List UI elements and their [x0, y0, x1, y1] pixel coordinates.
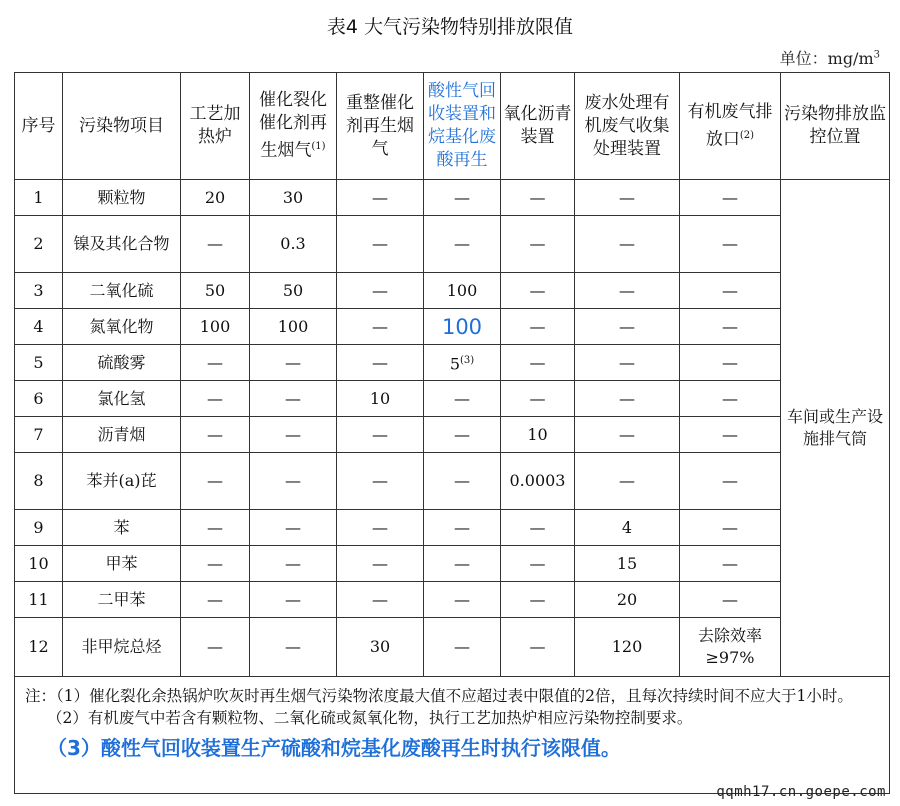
- cell-value: —: [181, 582, 250, 618]
- notes-row: [15, 677, 890, 794]
- cell-value: —: [337, 546, 424, 582]
- cell-value: —: [680, 216, 781, 273]
- cell-value: —: [424, 618, 501, 677]
- cell-value: —: [680, 345, 781, 381]
- cell-value: —: [501, 180, 575, 216]
- cell-name: 颗粒物: [63, 180, 181, 216]
- footnote-ref-3: (3): [460, 354, 475, 366]
- cell-value: —: [501, 273, 575, 309]
- cell-value: —: [680, 510, 781, 546]
- cell-no: 1: [15, 180, 63, 216]
- cell-value: —: [680, 309, 781, 345]
- cell-value: —: [501, 309, 575, 345]
- header-monitor-location: 污染物排放监控位置: [781, 73, 890, 180]
- cell-value: —: [337, 309, 424, 345]
- cell-value: —: [575, 345, 680, 381]
- cell-value: —: [575, 453, 680, 510]
- cell-value: 100: [250, 309, 337, 345]
- table-row: [15, 345, 890, 381]
- cell-value: 10: [337, 381, 424, 417]
- cell-value: —: [250, 582, 337, 618]
- cell-value: 30: [250, 180, 337, 216]
- table-row: [15, 309, 890, 345]
- cell-value: —: [424, 510, 501, 546]
- cell-value: —: [575, 216, 680, 273]
- table-row: [15, 453, 890, 510]
- cell-value: 50: [250, 273, 337, 309]
- cell-value: —: [181, 417, 250, 453]
- cell-no: 2: [15, 216, 63, 273]
- cell-value: 4: [575, 510, 680, 546]
- cell-no: 12: [15, 618, 63, 677]
- cell-value: [424, 345, 501, 381]
- table-row: [15, 510, 890, 546]
- header-row: [15, 73, 890, 180]
- cell-value: —: [424, 216, 501, 273]
- emission-limits-table: [14, 72, 890, 794]
- header-organic-exhaust-text: 有机废气排放口: [687, 101, 773, 150]
- table-row: [15, 618, 890, 677]
- cell-value: —: [181, 216, 250, 273]
- cell-value: —: [424, 453, 501, 510]
- cell-value: 0.0003: [501, 453, 575, 510]
- cell-no: 10: [15, 546, 63, 582]
- cell-value: —: [337, 216, 424, 273]
- cell-value: —: [337, 180, 424, 216]
- cell-value: —: [501, 345, 575, 381]
- cell-value: —: [501, 381, 575, 417]
- header-organic-exhaust: [680, 73, 781, 180]
- cell-value: —: [250, 417, 337, 453]
- cell-value: —: [575, 309, 680, 345]
- cell-value: 15: [575, 546, 680, 582]
- cell-no: 8: [15, 453, 63, 510]
- cell-value: —: [680, 582, 781, 618]
- cell-value: —: [424, 582, 501, 618]
- notes-cell: [15, 677, 890, 794]
- header-no: 序号: [15, 73, 63, 180]
- cell-name: 甲苯: [63, 546, 181, 582]
- cell-value: 100: [424, 273, 501, 309]
- header-pollutant: 污染物项目: [63, 73, 181, 180]
- cell-value: —: [575, 273, 680, 309]
- cell-value: 100: [181, 309, 250, 345]
- cell-value: 20: [575, 582, 680, 618]
- cell-name: 氯化氢: [63, 381, 181, 417]
- cell-name: 苯: [63, 510, 181, 546]
- cell-name: 镍及其化合物: [63, 216, 181, 273]
- table-row: [15, 180, 890, 216]
- note-3: （3）酸性气回收装置生产硫酸和烷基化废酸再生时执行该限值。: [47, 736, 621, 760]
- cell-value: 120: [575, 618, 680, 677]
- cell-value: —: [250, 381, 337, 417]
- cell-value: —: [501, 618, 575, 677]
- unit-text: 单位：mg/m: [779, 49, 874, 68]
- cell-value: —: [337, 510, 424, 546]
- cell-value: —: [250, 510, 337, 546]
- header-catalytic-cracking: [250, 73, 337, 180]
- cell-value: —: [250, 453, 337, 510]
- cell-value-text: 5: [449, 354, 460, 374]
- watermark: qqmh17.cn.goepe.com: [716, 784, 886, 800]
- cell-name: 苯并(a)芘: [63, 453, 181, 510]
- cell-value: —: [575, 417, 680, 453]
- cell-value: —: [680, 381, 781, 417]
- cell-value: —: [250, 546, 337, 582]
- table-row: [15, 381, 890, 417]
- footnote-ref-1: (1): [311, 141, 326, 153]
- cell-value: —: [181, 510, 250, 546]
- cell-value: —: [337, 582, 424, 618]
- cell-value: 10: [501, 417, 575, 453]
- cell-value: —: [680, 180, 781, 216]
- table-row: [15, 417, 890, 453]
- cell-value: —: [181, 453, 250, 510]
- cell-value: —: [337, 417, 424, 453]
- cell-value: —: [181, 345, 250, 381]
- cell-value: —: [680, 417, 781, 453]
- cell-value: —: [424, 417, 501, 453]
- cell-no: 6: [15, 381, 63, 417]
- cell-value: —: [337, 453, 424, 510]
- table-row: [15, 216, 890, 273]
- cell-value: 去除效率≥97%: [680, 618, 781, 677]
- cell-value: —: [250, 345, 337, 381]
- table-title: 表4 大气污染物特别排放限值: [326, 16, 574, 38]
- unit-superscript: 3: [873, 49, 880, 61]
- table-row: [15, 546, 890, 582]
- cell-value: 20: [181, 180, 250, 216]
- header-acid-gas-recovery: 酸性气回收装置和烷基化废酸再生: [424, 73, 501, 180]
- cell-value: —: [337, 345, 424, 381]
- cell-value: —: [424, 180, 501, 216]
- cell-value: —: [501, 510, 575, 546]
- cell-value-highlight: 100: [424, 309, 501, 345]
- cell-value: —: [501, 216, 575, 273]
- header-oxidized-asphalt: 氧化沥青装置: [501, 73, 575, 180]
- cell-no: 4: [15, 309, 63, 345]
- cell-value: 0.3: [250, 216, 337, 273]
- cell-value: —: [680, 453, 781, 510]
- note-2: （2）有机废气中若含有颗粒物、二氧化硫或氮氧化物，执行工艺加热炉相应污染物控制要求。: [47, 709, 693, 727]
- cell-value: —: [181, 381, 250, 417]
- cell-no: 3: [15, 273, 63, 309]
- footnote-ref-2: (2): [739, 129, 755, 141]
- cell-no: 9: [15, 510, 63, 546]
- cell-name: 非甲烷总烃: [63, 618, 181, 677]
- cell-value: —: [575, 381, 680, 417]
- cell-name: 沥青烟: [63, 417, 181, 453]
- table-row: [15, 582, 890, 618]
- cell-value: —: [181, 546, 250, 582]
- cell-value: —: [424, 546, 501, 582]
- cell-name: 氮氧化物: [63, 309, 181, 345]
- note-1: 注：（1）催化裂化余热锅炉吹灰时再生烟气污染物浓度最大值不应超过表中限值的2倍，且每次持续时间不应大于1小时。: [25, 687, 853, 705]
- cell-no: 11: [15, 582, 63, 618]
- cell-name: 硫酸雾: [63, 345, 181, 381]
- cell-no: 7: [15, 417, 63, 453]
- cell-value: —: [250, 618, 337, 677]
- cell-name: 二氧化硫: [63, 273, 181, 309]
- cell-value: —: [501, 582, 575, 618]
- cell-value: 30: [337, 618, 424, 677]
- cell-value: —: [680, 273, 781, 309]
- cell-value: —: [575, 180, 680, 216]
- cell-value: —: [181, 618, 250, 677]
- header-catalytic-cracking-text: 催化裂化催化剂再生烟气: [259, 90, 327, 161]
- cell-value: 50: [181, 273, 250, 309]
- header-process-furnace: 工艺加热炉: [181, 73, 250, 180]
- cell-value: —: [501, 546, 575, 582]
- cell-value: —: [337, 273, 424, 309]
- cell-no: 5: [15, 345, 63, 381]
- unit-label: [780, 46, 880, 69]
- header-wastewater-treatment: 废水处理有机废气收集处理装置: [575, 73, 680, 180]
- cell-name: 二甲苯: [63, 582, 181, 618]
- cell-value: —: [680, 546, 781, 582]
- monitor-location-cell: 车间或生产设施排气筒: [781, 180, 890, 677]
- table-row: [15, 273, 890, 309]
- cell-value: —: [424, 381, 501, 417]
- header-reforming: 重整催化剂再生烟气: [337, 73, 424, 180]
